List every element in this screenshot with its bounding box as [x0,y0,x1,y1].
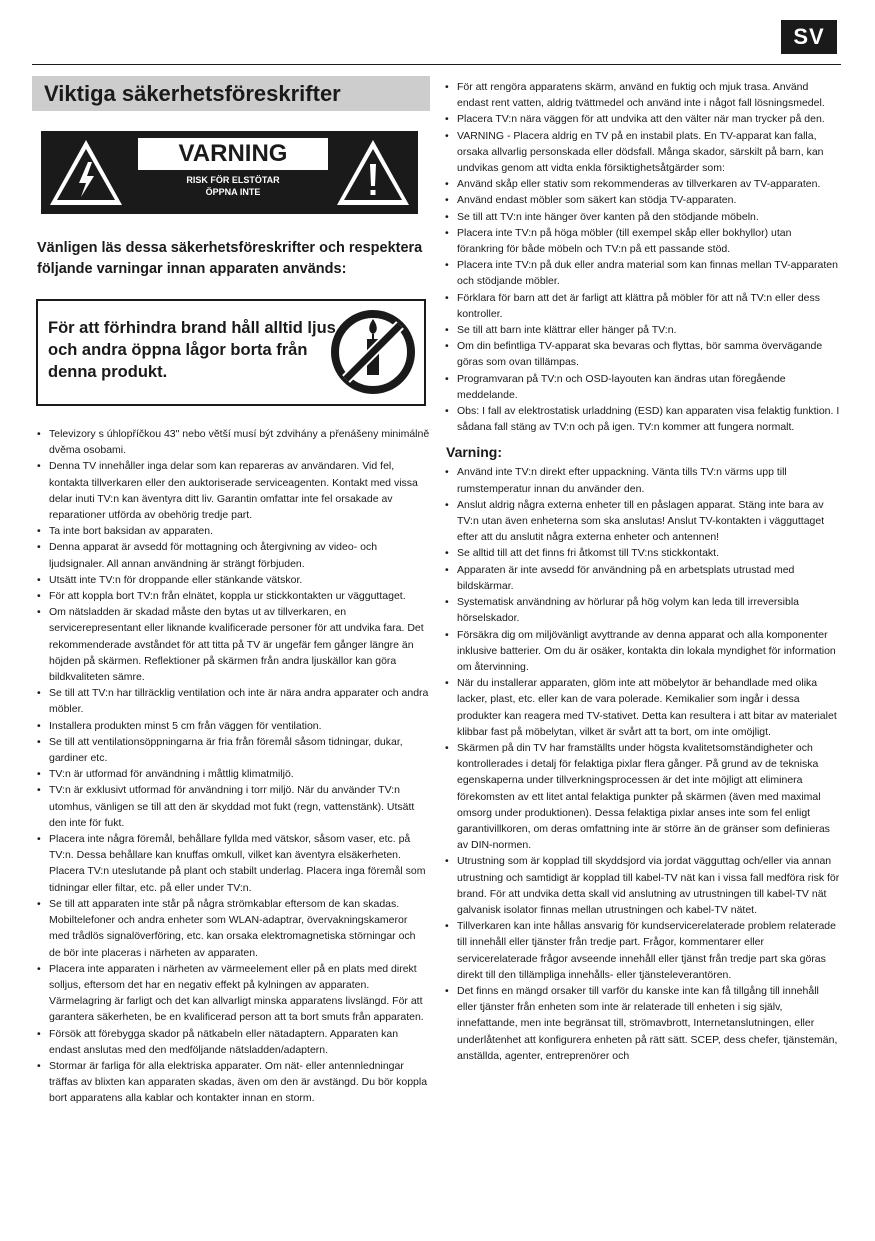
varning-heading: Varning: [446,444,503,461]
list-item: • Om din befintliga TV-apparat ska bevaras och flyttas, bör samma övervägande göras som ovan tillämpas. [444,338,840,370]
right-bullet-list-2 [444,464,840,1064]
list-item: • Installera produkten minst 5 cm från väggen för ventilation. [36,718,430,734]
warning-label [138,138,328,208]
list-item: • Använd skåp eller stativ som rekommenderas av tillverkaren av TV-apparaten. [444,176,840,192]
list-item: • Denna TV innehåller inga delar som kan repareras av användaren. Vid fel, kontakta tillverkaren eller den auktoriserade serviceagenten. Kontakt med vissa delar inuti TV:n kan äventyra ditt liv. Garantin omfattar inte fel orsakade av reparationer utförda av obehörig tredje part. [36,458,430,523]
fire-warning-box [36,299,426,406]
list-item: • Använd inte TV:n direkt efter uppackning. Vänta tills TV:n värms upp till rumstemperatur innan du använder den. [444,464,840,496]
list-item: • TV:n är exklusivt utformad för användning i torr miljö. När du använder TV:n utomhus, vänligen se till att den är skyddad mot fukt (regn, vattenstänk). Utsätt den inte för fukt. [36,782,430,831]
list-item: • Placera inte TV:n på höga möbler (till exempel skåp eller bokhyllor) utan förankring för både möbeln och TV:n på ett passande stöd. [444,225,840,257]
warning-subtitle [186,174,279,198]
list-item: • Placera TV:n nära väggen för att undvika att den välter när man trycker på den. [444,111,840,127]
list-item: • Se till att TV:n inte hänger över kanten på den stödjande möbeln. [444,209,840,225]
right-column [444,79,840,1064]
list-item: • När du installerar apparaten, glöm inte att möbelytor är behandlade med olika lacker, plast, etc. eller kan de vara polerade. Kemikalier som ingår i dessa produkter kan reagera med TV-stativet. Detta kan resultera i att bitar av materialet klibbar fast på möbelytan, vilket är svårt att ta bort, om inte omöjligt. [444,675,840,740]
list-item: • TV:n är utformad för användning i måttlig klimatmiljö. [36,766,430,782]
list-item: • Se till att TV:n har tillräcklig ventilation och inte är nära andra apparater och andra möbler. [36,685,430,717]
list-item: • Förklara för barn att det är farligt att klättra på möbler för att nå TV:n eller dess kontroller. [444,290,840,322]
language-badge: SV [781,20,837,54]
list-item: • Det finns en mängd orsaker till varför du kanske inte kan få tillgång till innehåll eller tjänster från enheten som inte är relaterade till enheten i sig själv, innefattande, men inte begränsat till, strömavbrott, Internetanslutningen, eller underlåtenhet att konfigurera enheten på rätt sätt. SCEP, dess chefer, tjänstemän, anställda, agenter, entreprenörer och [444,983,840,1064]
fire-warning-text: För att förhindra brand håll alltid ljus och andra öppna lågor borta från denna produkt. [48,319,336,381]
right-bullet-list-1 [444,79,840,435]
list-item: • Om nätsladden är skadad måste den bytas ut av tillverkaren, en servicerepresentant eller liknande kvalificerade personer för att undvika fara. Det rekommenderade avståndet för att titta på TV är ungefär fem gånger längre än höjden på skärmen. Reflektioner på skärmen från andra ljuskällor kan göra bildkvaliteten sämre. [36,604,430,685]
list-item: • Placera inte TV:n på duk eller andra material som kan finnas mellan TV-apparaten och stödjande möbler. [444,257,840,289]
header-rule [32,64,841,65]
no-candle-icon [328,307,418,397]
list-item: • Programvaran på TV:n och OSD-layouten kan ändras utan föregående meddelande. [444,371,840,403]
list-item: • Denna apparat är avsedd för mottagning och återgivning av video- och ljudsignaler. All annan användning är strängt förbjuden. [36,539,430,571]
list-item: • Stormar är farliga för alla elektriska apparater. Om nät- eller antennledningar träffas av blixten kan apparaten skadas, även om den är avstängd. Du bör koppla bort apparatens alla kablar och kontakter innan en storm. [36,1058,430,1107]
left-column [32,76,430,1107]
list-item: • VARNING - Placera aldrig en TV på en instabil plats. En TV-apparat kan falla, orsaka allvarlig personskada eller dödsfall. Många skador, särskilt på barn, kan undvikas genom att vidta enkla försiktighetsåtgärder som: [444,128,840,177]
page-title: Viktiga säkerhetsföreskrifter [32,76,430,111]
list-item: • Ta inte bort baksidan av apparaten. [36,523,430,539]
list-item: • Se till att barn inte klättrar eller hänger på TV:n. [444,322,840,338]
list-item: • Televizory s úhlopříčkou 43" nebo větší musí být zdvihány a přenášeny minimálně dvěma osobami. [36,426,430,458]
intro-text: Vänligen läs dessa säkerhetsföreskrifter och respektera följande varningar innan apparaten används: [37,240,423,277]
warning-subtitle-line-2: ÖPPNA INTE [205,187,261,197]
list-item: • Använd endast möbler som säkert kan stödja TV-apparaten. [444,192,840,208]
list-item: • Utrustning som är kopplad till skyddsjord via jordat vägguttag och/eller via annan utrustning och samtidigt är kopplad till kabel-TV nät kan i vissa fall medföra risk för brand. För att undvika detta skall vid anslutning av utrustningen till kabel-TV nät galvanisk isolator finnas mellan utrustningen och kabel-TV nätet. [444,853,840,918]
list-item: • Anslut aldrig några externa enheter till en påslagen apparat. Stäng inte bara av TV:n utan även enheterna som ska anslutas! Anslut TV-kontakten i vägguttaget efter att du anslutit några externa enheter och antennen! [444,497,840,546]
lightning-triangle-icon [46,134,126,211]
list-item: • Placera inte några föremål, behållare fyllda med vätskor, såsom vaser, etc. på TV:n. Dessa behållare kan knuffas omkull, vilket kan äventyra elsäkerheten. Placera TV:n uteslutande på plant och stabilt underlag. Placera inga föremål som tidningar eller filtar, etc. på eller under TV:n. [36,831,430,896]
list-item: • Se till att apparaten inte står på några strömkablar eftersom de kan skadas. Mobiltelefoner och andra enheter som WLAN-adaptrar, övervakningskameror med trådlös signalöverföring, etc. kan orsaka elektromagnetiska störningar och de bör inte placeras i närheten av apparaten. [36,896,430,961]
list-item: • Se till att ventilationsöppningarna är fria från föremål såsom tidningar, dukar, gardiner etc. [36,734,430,766]
list-item: • För att rengöra apparatens skärm, använd en fuktig och mjuk trasa. Använd endast rent vatten, aldrig tvättmedel och använd inte i något fall lösningsmedel. [444,79,840,111]
list-item: • Placera inte apparaten i närheten av värmeelement eller på en plats med direkt solljus, eftersom det har en negativ effekt på kylningen av apparaten. Värmelagring är farligt och det kan allvarligt minska apparatens livslängd. För att garantera säkerheten, be en kvalificerad person att ta bort smuts från apparaten. [36,961,430,1026]
list-item: • Tillverkaren kan inte hållas ansvarig för kundservicerelaterade problem relaterade till innehåll eller tjänster från tredje part. Frågor, kommentarer eller servicerelaterade frågor avseende innehåll eller tjänst från tredje part ska göras direkt till den tillämpliga innehålls- eller tjänsteleverantören. [444,918,840,983]
list-item: • Apparaten är inte avsedd för användning på en arbetsplats utrustad med bildskärmar. [444,562,840,594]
warning-subtitle-line-1: RISK FÖR ELSTÖTAR [186,175,280,185]
left-bullet-list [32,426,430,1107]
warning-box [41,131,418,214]
list-item: • För att koppla bort TV:n från elnätet, koppla ur stickkontakten ur vägguttaget. [36,588,430,604]
list-item: • Obs: I fall av elektrostatisk urladdning (ESD) kan apparaten visa felaktig funktion. I sådana fall stäng av TV:n och på igen. TV:n kommer att fungera normalt. [444,403,840,435]
warning-title: VARNING [138,138,328,170]
list-item: • Försäkra dig om miljövänligt avyttrande av denna apparat och alla komponenter inklusive batterier. Om du är osäker, kontakta din lokala myndighet för information om återvinning. [444,627,840,676]
list-item: • Utsätt inte TV:n för droppande eller stänkande vätskor. [36,572,430,588]
list-item: • Se alltid till att det finns fri åtkomst till TV:ns stickkontakt. [444,545,840,561]
exclamation-triangle-icon [333,134,413,211]
list-item: • Systematisk användning av hörlurar på hög volym kan leda till irreversibla hörselskador. [444,594,840,626]
list-item: • Skärmen på din TV har framställts under högsta kvalitetsomständigheter och kontrollerades i detalj för felaktiga pixlar flera gånger. På grund av de tekniska egenskaperna under tillverkningsprocessen är det inte möjligt att eliminera förekomsten av ett litet antal felaktiga punkter på skärmen (även med maximal omsorg under produktionen). Dessa felaktiga pixlar anses inte som fel enligt garantivillkoren, om deras omfattning inte är större än de gränser som definieras av DIN-normen. [444,740,840,853]
list-item: • Försök att förebygga skador på nätkabeln eller nätadaptern. Apparaten kan endast anslutas med den medföljande nätsladden/adaptern. [36,1026,430,1058]
